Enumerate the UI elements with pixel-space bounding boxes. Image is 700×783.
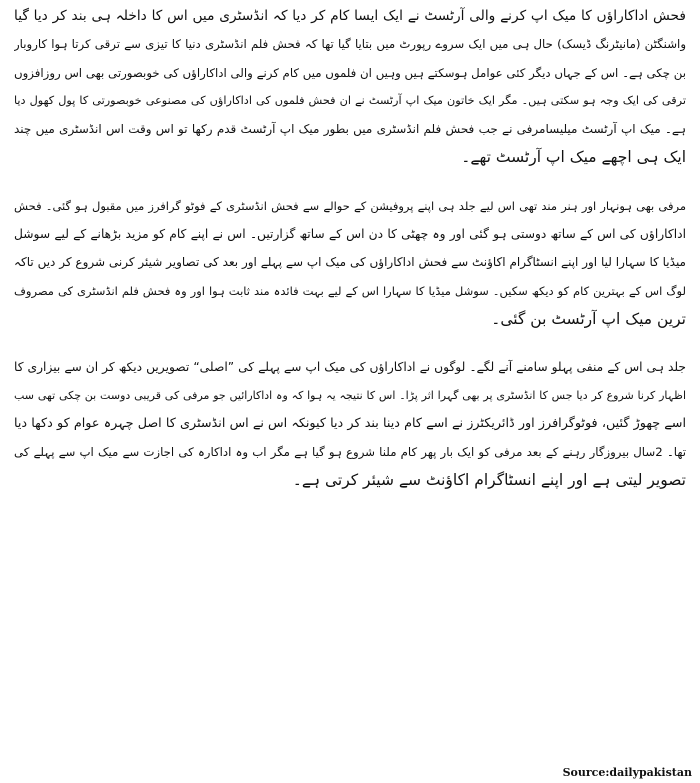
text-line: اسے چھوڑ گئیں، فوٹوگرافرز اور ڈائریکٹرز نے اسے کام دینا بند کر دیا کیونکہ اس نے اس انڈسٹری کا اصل چہرہ عوام کو دکھا دیا: [14, 415, 686, 431]
text-line: ہے۔ میک اپ آرٹسٹ میلیسامرفی نے جب فحش فلم انڈسٹری میں بطور میک اپ آرٹسٹ قدم رکھا تو اس وقت اس انڈسٹری میں چند: [14, 122, 686, 137]
paragraph: [14, 2, 686, 172]
text-line: لوگ اس کے بہترین کام کو دیکھ سکیں۔ سوشل میڈیا کا سہارا اس کے لیے بہت فائدہ مند ثابت ہوا اور وہ فحش فلم انڈسٹری کی مصروف: [14, 283, 686, 298]
text-line: جلد ہی اس کے منفی پہلو سامنے آنے لگے۔ لوگوں نے اداکاراؤں کی میک اپ سے پہلے کی ”اصلی“ تصویریں دیکھ کر ان سے بیزاری کا: [14, 360, 686, 375]
source-credit: Source:dailypakistan: [562, 766, 692, 779]
text-line: فحش اداکاراؤں کا میک اپ کرنے والی آرٹسٹ نے ایک ایسا کام کر دیا کہ انڈسٹری میں اس کا داخلہ ہی بند کر دیا گیا: [14, 8, 686, 24]
text-line: بن چکی ہے۔ اس کے جہاں دیگر کئی عوامل ہوسکتے ہیں وہیں ان فلموں میں کام کرنے والی اداکاراؤں کی خوبصورتی بھی اس روزافزوں: [14, 65, 686, 80]
paragraph: [14, 192, 686, 333]
text-line: مرفی بھی ہونہار اور ہنر مند تھی اس لیے جلد ہی اپنے پروفیشن کے حوالے سے فحش انڈسٹری کے فوٹو گرافرز میں مقبول ہو گئی۔ فحش: [14, 198, 686, 213]
text-line: ترین میک اپ آرٹسٹ بن گئی۔: [491, 309, 686, 328]
paragraph-gap: [14, 333, 686, 353]
text-line: تھا۔ 2سال بیروزگار رہنے کے بعد مرفی کو ایک بار پھر کام ملنا شروع ہو گیا ہے مگر اب وہ اداکارہ کی اجازت سے میک اپ سے پہلے کی: [14, 445, 686, 460]
text-line: اداکاراؤں کی اس کے ساتھ دوستی ہو گئی اور وہ چھٹی کا دن اس کے ساتھ گزارتیں۔ اس نے اپنے کام کو مزید بڑھانے کے لیے سوشل: [14, 227, 686, 242]
text-line: اظہار کرنا شروع کر دیا جس کا انڈسٹری پر بھی گہرا اثر پڑا۔ اس کا نتیجہ یہ ہوا کہ وہ اداکارائیں جو مرفی کی قریبی دوست بن چکی تھی سب: [14, 388, 686, 402]
article-body: [14, 2, 686, 495]
text-line: ایک ہی اچھے میک اپ آرٹسٹ تھے۔: [461, 148, 686, 167]
text-line: ترقی کی ایک وجہ ہو سکتی ہیں۔ مگر ایک خاتون میک اپ آرٹسٹ نے ان فحش فلموں کی اداکاراؤں کی مصنوعی خوبصورتی کا پول کھول دیا: [14, 93, 686, 107]
text-line: میڈیا کا سہارا لیا اور اپنے انسٹاگرام اکاؤنٹ سے فحش اداکاراؤں کی میک اپ سے پہلے اور بعد کی تصاویر شیئر کرنی شروع کر دیں تاکہ: [14, 255, 686, 270]
text-line: تصویر لیتی ہے اور اپنے انسٹاگرام اکاؤنٹ سے شیئر کرتی ہے۔: [292, 471, 686, 490]
paragraph-gap: [14, 172, 686, 192]
text-line: واشنگٹن (مانیٹرنگ ڈیسک) حال ہی میں ایک سروے رپورٹ میں بتایا گیا تھا کہ فحش فلم انڈسٹری دنیا کا تیزی سے ترقی کرتا ہوا کاروبار: [14, 37, 686, 52]
paragraph: [14, 353, 686, 494]
